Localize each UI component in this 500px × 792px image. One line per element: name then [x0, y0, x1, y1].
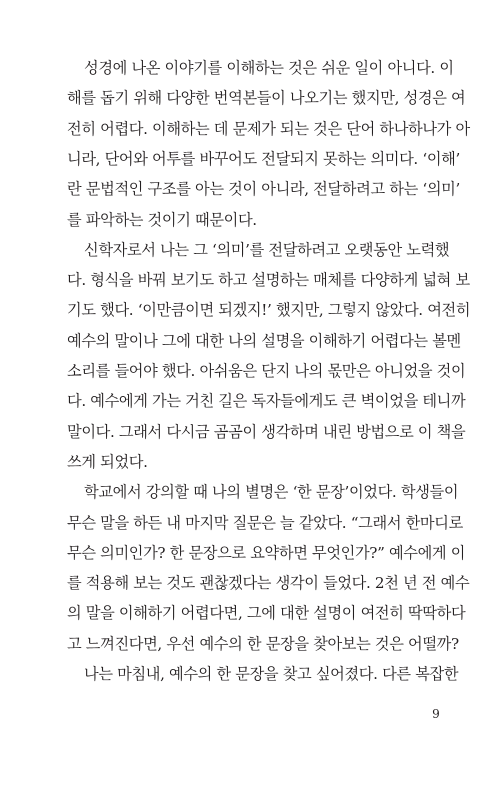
text-line: 다. 예수에게 가는 거친 길은 독자들에게도 큰 벽이었을 테니까	[67, 392, 466, 411]
text-line: 예수의 말이나 그에 대한 나의 설명을 이해하기 어렵다는 볼멘	[67, 331, 461, 350]
text-line: 전히 어렵다. 이해하는 데 문제가 되는 것은 단어 하나하나가 아	[67, 119, 470, 138]
text-line: 무슨 의미인가? 한 문장으로 요약하면 무엇인가?” 예수에게 이	[67, 543, 466, 562]
text-line: 를 파악하는 것이기 때문이다.	[67, 210, 257, 229]
text-line: 소리를 들어야 했다. 아쉬움은 단지 나의 몫만은 아니었을 것이	[67, 362, 466, 380]
text-line: 다. 형식을 바꿔 보기도 하고 설명하는 매체를 다양하게 넓혀 보	[67, 271, 470, 290]
text-line: 기도 했다. ‘이만큼이면 되겠지!’ 했지만, 그렇지 않았다. 여전히	[67, 301, 471, 320]
text-line: 무슨 말을 하든 내 마지막 질문은 늘 같았다. “그래서 한마디로	[67, 513, 463, 532]
text-line: 성경에 나온 이야기를 이해하는 것은 쉬운 일이 아니다. 이	[84, 59, 454, 77]
text-line: 의 말을 이해하기 어렵다면, 그에 대한 설명이 여전히 딱딱하다	[67, 604, 466, 623]
text-line: 해를 돕기 위해 다양한 번역본들이 나오기는 했지만, 성경은 여	[67, 89, 466, 108]
text-line: 쓰게 되었다.	[67, 452, 148, 471]
text-line: 말이다. 그래서 다시금 곰곰이 생각하며 내린 방법으로 이 책을	[67, 422, 466, 441]
text-line: 학교에서 강의할 때 나의 별명은 ‘한 문장’이었다. 학생들이	[84, 483, 459, 502]
text-line: 란 문법적인 구조를 아는 것이 아니라, 전달하려고 하는 ‘의미’	[67, 180, 460, 199]
page-number: 9	[432, 707, 440, 721]
text-line: 고 느껴진다면, 우선 예수의 한 문장을 찾아보는 것은 어떨까?	[67, 634, 459, 653]
text-line: 니라, 단어와 어투를 바꾸어도 전달되지 못하는 의미다. ‘이해’	[67, 149, 460, 168]
text-line: 나는 마침내, 예수의 한 문장을 찾고 싶어졌다. 다른 복잡한	[84, 665, 459, 683]
text-line: 신학자로서 나는 그 ‘의미’를 전달하려고 오랫동안 노력했	[84, 240, 450, 259]
text-line: 를 적용해 보는 것도 괜찮겠다는 생각이 들었다. 2천 년 전 예수	[67, 574, 470, 593]
